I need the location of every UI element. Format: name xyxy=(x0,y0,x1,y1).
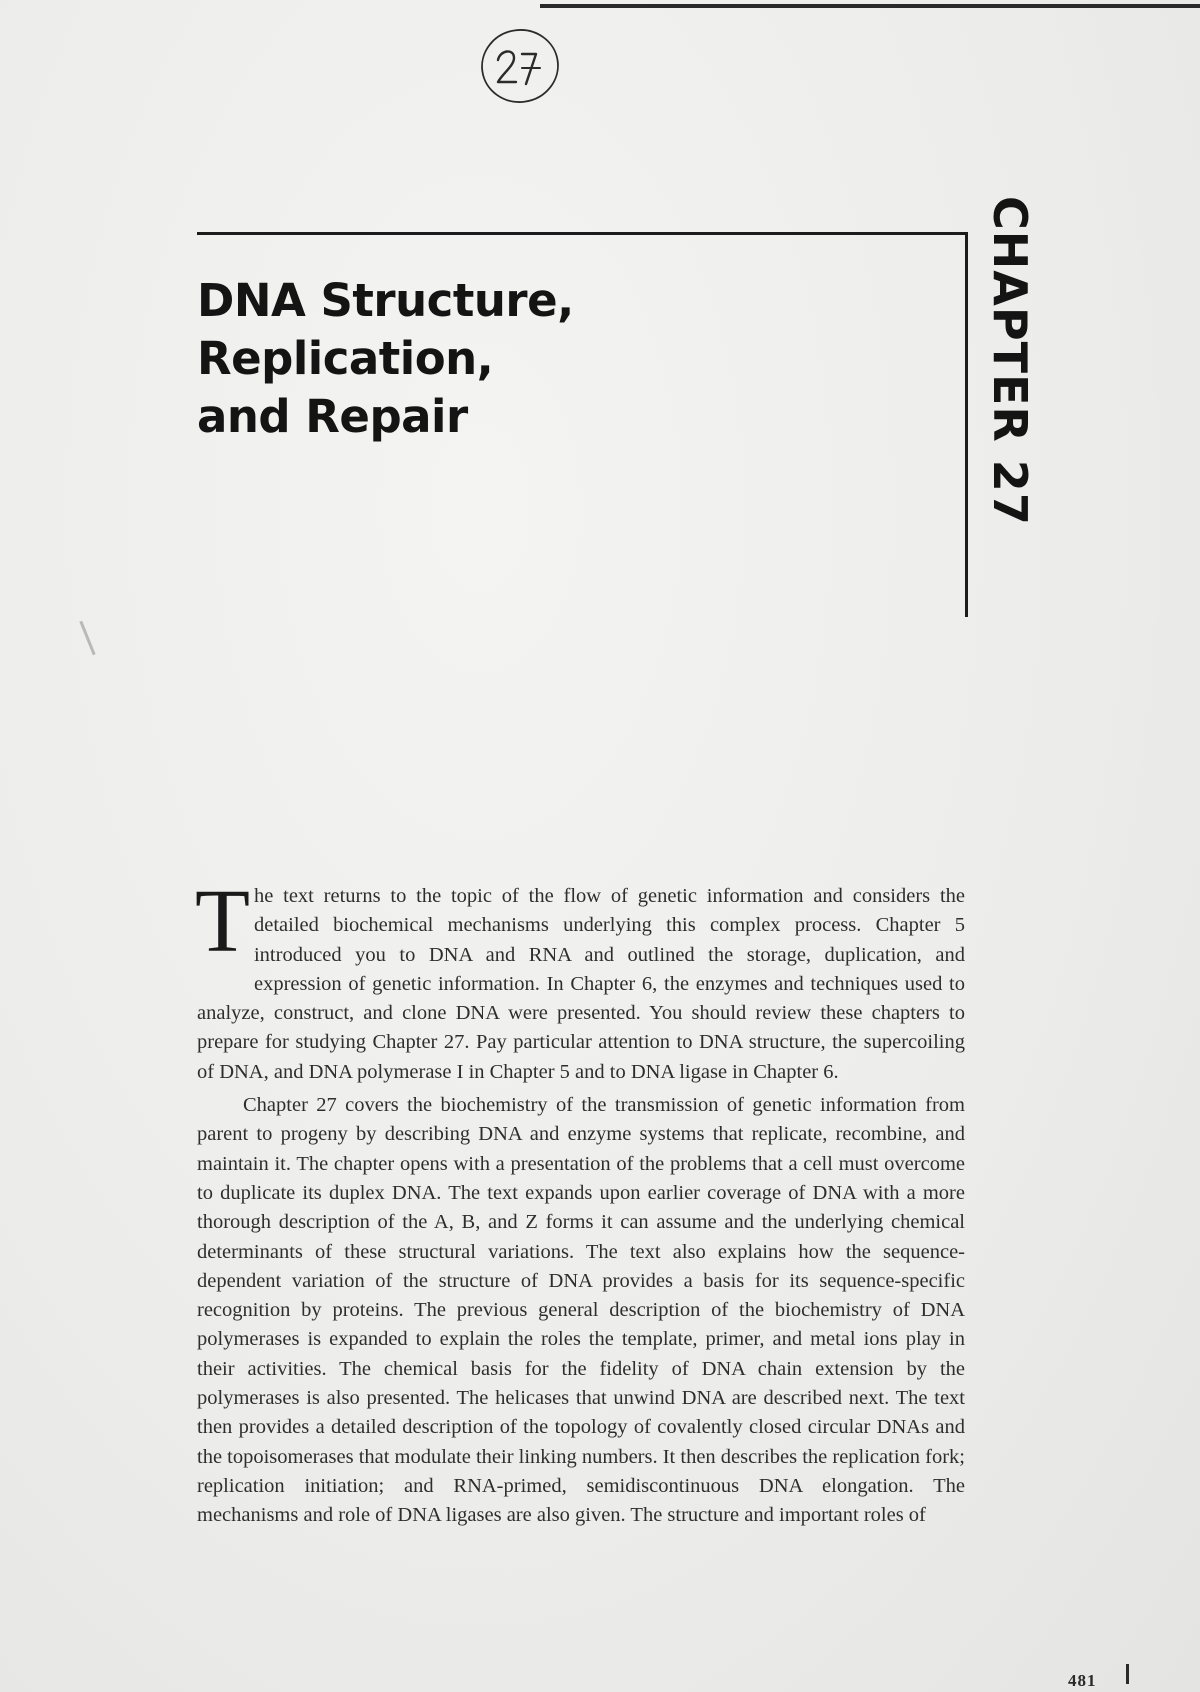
chapter-title-line-2: and Repair xyxy=(197,390,468,443)
scan-smudge xyxy=(79,621,95,656)
chapter-introduction xyxy=(195,872,965,1531)
page-number: 481 xyxy=(1068,1671,1097,1690)
title-frame-right-rule xyxy=(965,232,968,617)
scan-edge-line xyxy=(540,4,1200,8)
chapter-title xyxy=(197,272,817,446)
chapter-tab-label: CHAPTER 27 xyxy=(983,196,1037,526)
page-number-rule xyxy=(1126,1664,1129,1684)
handwritten-page-mark xyxy=(478,24,562,108)
title-frame-top-rule xyxy=(197,232,967,235)
drop-cap-letter: T xyxy=(195,872,250,971)
chapter-title-line-1: DNA Structure, Replication, xyxy=(197,274,574,385)
intro-paragraph-1-text: he text returns to the topic of the flow of genetic information and considers the detailed biochemical mechanisms underlying this complex process. Chapter 5 introduced you to DNA and RNA and outlined the storage, duplication, and expression of genetic information. In Chapter 6, the enzymes and techniques used to analyze, construct, and clone DNA were presented. You should review these chapters to prepare for studying Chapter 27. Pay particular attention to DNA structure, the supercoiling of DNA, and DNA polymerase I in Chapter 5 and to DNA ligase in Chapter 6. xyxy=(197,885,965,1083)
intro-paragraph-1 xyxy=(195,872,965,1087)
chapter-tab xyxy=(983,196,1043,576)
intro-paragraph-2: Chapter 27 covers the biochemistry of the transmission of genetic information from parent to progeny by describing DNA and enzyme systems that replicate, recombine, and maintain it. The chapter opens with a presentation of the problems that a cell must overcome to duplicate its duplex DNA. The text expands upon earlier coverage of DNA with a more thorough description of the A, B, and Z forms it can assume and the underlying chemical determinants of these structural variations. The text also explains how the sequence-dependent variation of the structure of DNA provides a basis for its sequence-specific recognition by proteins. The previous general description of the biochemistry of DNA polymerases is expanded to explain the roles the template, primer, and metal ions play in their activities. The chemical basis for the fidelity of DNA chain extension by the polymerases is also presented. The helicases that unwind DNA are described next. The text then provides a detailed description of the topology of covalently closed circular DNAs and the topoisomerases that modulate their linking numbers. It then describes the replication fork; replication initiation; and RNA-primed, semidiscontinuous DNA elongation. The mechanisms and role of DNA ligases are also given. The structure and important roles of xyxy=(197,1094,965,1527)
